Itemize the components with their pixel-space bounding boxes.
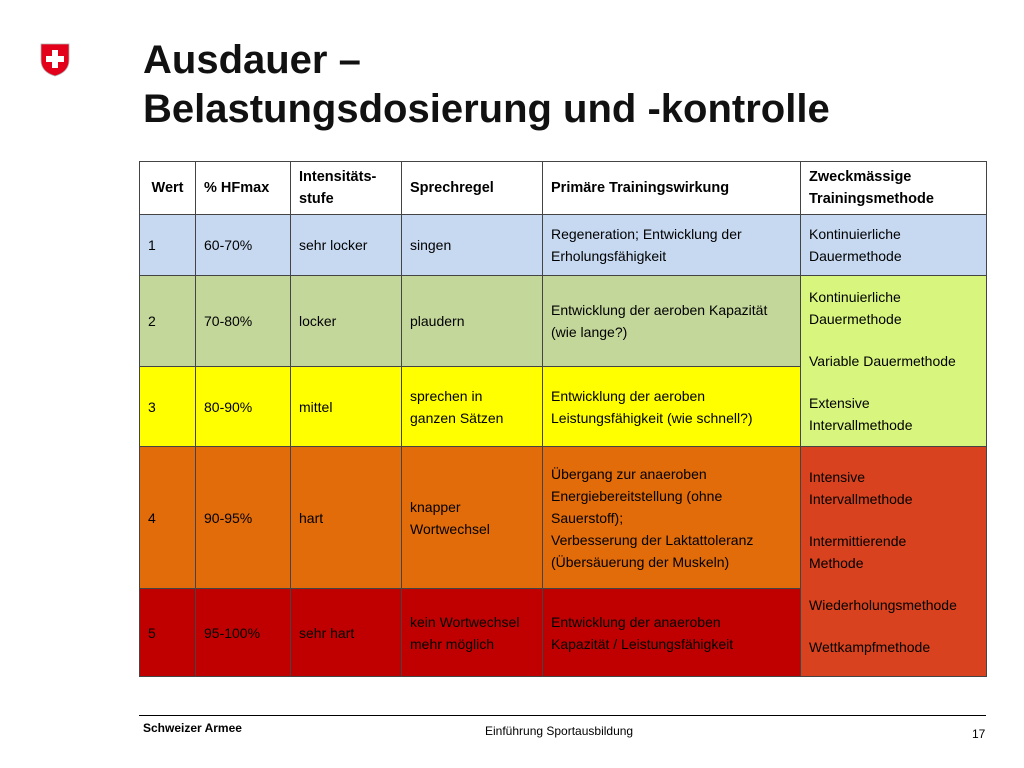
row4-wirkung-line1: Übergang zur anaeroben (551, 465, 707, 482)
row1-wert: 1 (140, 215, 196, 276)
table-row (140, 447, 987, 589)
methode-aerobic (801, 276, 987, 447)
row1-wirkung (543, 215, 801, 276)
row2-stufe: locker (291, 276, 402, 367)
row4-sprech (402, 447, 543, 589)
table-row (140, 215, 987, 276)
row1-wirkung-line1: Regeneration; Entwicklung der (551, 226, 742, 242)
table-row (140, 276, 987, 367)
methode-anaerobic-line5: Wiederholungsmethode (809, 596, 957, 613)
row4-wirkung-line2: Energiebereitstellung (ohne (551, 487, 723, 504)
row1-hf: 60-70% (196, 215, 291, 276)
row3-wirkung-line2: Leistungsfähigkeit (wie schnell?) (551, 409, 753, 426)
row4-sprech-line2: Wortwechsel (410, 520, 490, 537)
header-intensitaet: Intensitäts-stufe (291, 162, 402, 215)
methode-anaerobic-line3: Intermittierende (809, 532, 907, 549)
row2-wirkung-line2: (wie lange?) (551, 324, 628, 340)
row2-hf: 70-80% (196, 276, 291, 367)
training-intensity-table (139, 161, 987, 677)
row4-wirkung-line5: (Übersäuerung der Muskeln) (551, 553, 730, 570)
row5-sprech (402, 589, 543, 677)
row3-wirkung-line1: Entwicklung der aeroben (551, 387, 706, 404)
header-methode: Zweckmässige Trainingsmethode (801, 162, 987, 215)
row3-wirkung (543, 367, 801, 447)
row4-wirkung (543, 447, 801, 589)
row4-sprech-line1: knapper (410, 498, 461, 515)
header-wirkung: Primäre Trainingswirkung (543, 162, 801, 215)
row4-stufe: hart (291, 447, 402, 589)
row5-wirkung-line1: Entwicklung der anaeroben (551, 613, 721, 630)
page-title (143, 36, 830, 134)
methode-anaerobic-line4: Methode (809, 554, 864, 571)
methode-anaerobic-line1: Intensive (809, 468, 866, 485)
swiss-cross-logo (40, 43, 70, 77)
title-line-2: Belastungsdosierung und -kontrolle (143, 87, 830, 131)
footer-course-title: Einführung Sportausbildung (485, 724, 634, 738)
row2-sprech: plaudern (402, 276, 543, 367)
table-header-row (140, 162, 987, 215)
title-line-1: Ausdauer – (143, 38, 361, 82)
row2-wirkung-line1: Entwicklung der aeroben Kapazität (551, 302, 768, 318)
row5-wert: 5 (140, 589, 196, 677)
row2-wert: 2 (140, 276, 196, 367)
row4-wert: 4 (140, 447, 196, 589)
row1-sprech: singen (402, 215, 543, 276)
page-number: 17 (972, 727, 986, 741)
methode-aerobic-line2: Dauermethode (809, 311, 902, 327)
row5-wirkung (543, 589, 801, 677)
row4-hf: 90-95% (196, 447, 291, 589)
row1-stufe: sehr locker (291, 215, 402, 276)
row5-sprech-line1: kein Wortwechsel (410, 613, 520, 630)
methode-aerobic-line5: Intervallmethode (809, 417, 913, 433)
row3-sprech-line2: ganzen Sätzen (410, 409, 504, 426)
header-sprechregel: Sprechregel (402, 162, 543, 215)
methode-anaerobic-line2: Intervallmethode (809, 490, 913, 507)
row1-methode-line1: Kontinuierliche (809, 226, 901, 242)
row5-wirkung-line2: Kapazität / Leistungsfähigkeit (551, 635, 734, 652)
row5-stufe: sehr hart (291, 589, 402, 677)
row5-hf: 95-100% (196, 589, 291, 677)
methode-anaerobic (801, 447, 987, 677)
row3-hf: 80-90% (196, 367, 291, 447)
row3-wert: 3 (140, 367, 196, 447)
methode-aerobic-line3: Variable Dauermethode (809, 353, 956, 369)
header-hfmax: % HFmax (196, 162, 291, 215)
row4-wirkung-line3: Sauerstoff); (551, 509, 624, 526)
row3-sprech-line1: sprechen in (410, 387, 483, 404)
row1-methode (801, 215, 987, 276)
row3-stufe: mittel (291, 367, 402, 447)
row4-wirkung-line4: Verbesserung der Laktattoleranz (551, 531, 754, 548)
row1-methode-line2: Dauermethode (809, 248, 902, 264)
row2-wirkung (543, 276, 801, 367)
methode-anaerobic-line6: Wettkampfmethode (809, 638, 931, 655)
methode-aerobic-line4: Extensive (809, 395, 870, 411)
footer-organisation: Schweizer Armee (143, 721, 242, 735)
methode-aerobic-line1: Kontinuierliche (809, 289, 901, 305)
row5-sprech-line2: mehr möglich (410, 635, 495, 652)
header-wert: Wert (140, 162, 196, 215)
row1-wirkung-line2: Erholungsfähigkeit (551, 248, 667, 264)
footer-divider (139, 715, 986, 716)
row3-sprech (402, 367, 543, 447)
